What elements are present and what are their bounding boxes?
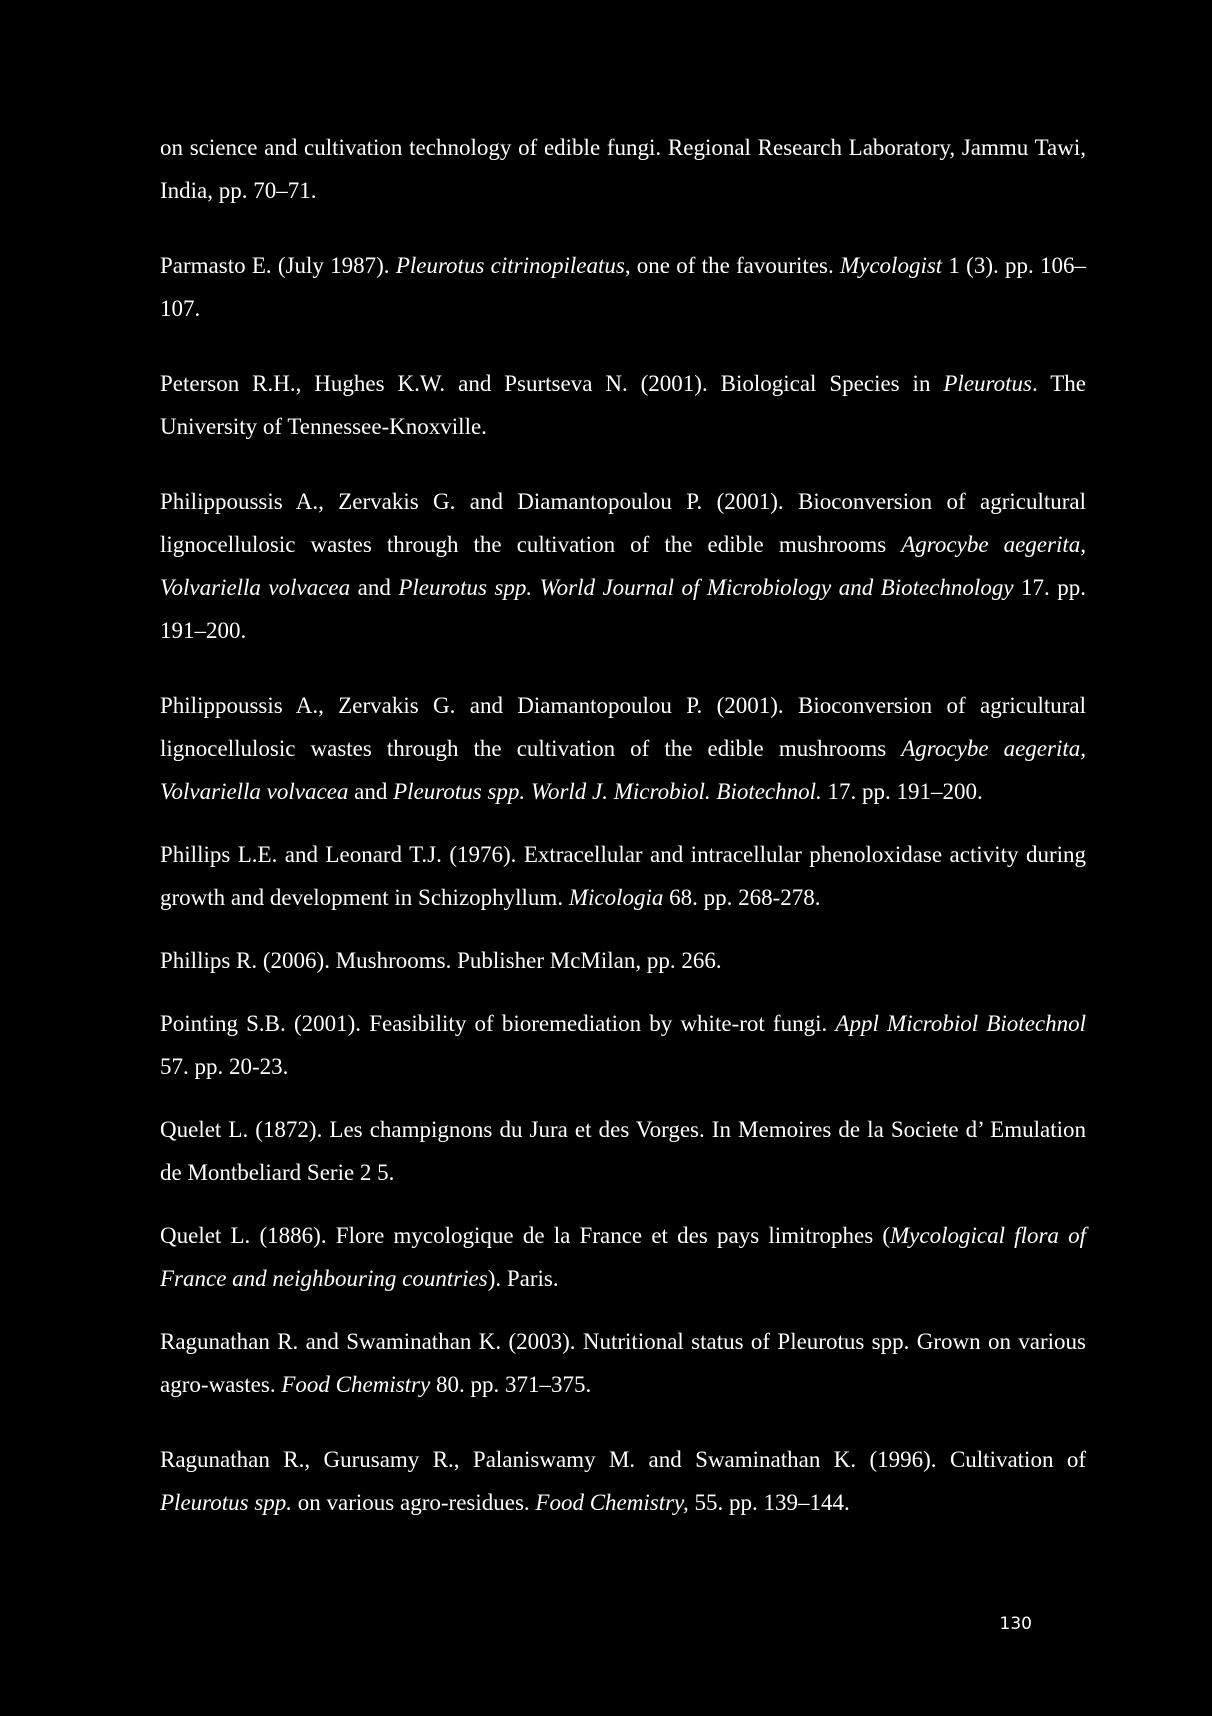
reference-entry [160, 833, 1086, 919]
reference-text: and [348, 779, 394, 804]
reference-entry [160, 480, 1086, 652]
page-number: 130 [999, 1614, 1032, 1634]
reference-italic-text: Pleurotus spp. [160, 1490, 293, 1515]
reference-text: Phillips L.E. and Leonard T.J. (1976). Extracellular and intracellular phenoloxidase activity during growth and development in Schizophyllum. [160, 842, 1086, 910]
reference-entry [160, 1214, 1086, 1300]
reference-text: 55. pp. 139–144. [688, 1490, 850, 1515]
reference-text: ). Paris. [487, 1266, 559, 1291]
reference-italic-text: Mycologist [839, 253, 943, 278]
reference-entry [160, 1002, 1086, 1088]
reference-italic-text: Pleurotus spp. World J. Microbiol. Biotechnol. [393, 779, 822, 804]
reference-text: 17. pp. 191–200. [821, 779, 983, 804]
reference-italic-text: Mycological flora of France and neighbouring countries [160, 1223, 1087, 1291]
reference-italic-text: Micologia [568, 885, 664, 910]
reference-text: Quelet L. (1872). Les champignons du Jura et des Vorges. In Memoires de la Societe d’ Emulation de Montbeliard Serie 2 5. [160, 1117, 1086, 1185]
reference-text: on science and cultivation technology of edible fungi. Regional Research Laboratory, Jammu Tawi, India, pp. 70–71. [160, 135, 1086, 203]
reference-italic-text: Pleurotus citrinopileatus [395, 253, 625, 278]
reference-text: 80. pp. 371–375. [430, 1372, 592, 1397]
reference-entry [160, 1320, 1086, 1406]
reference-text: Peterson R.H., Hughes K.W. and Psurtseva N. (2001). Biological Species in [160, 371, 944, 396]
reference-text: Pointing S.B. (2001). Feasibility of bioremediation by white-rot fungi. [160, 1011, 836, 1036]
reference-entry [160, 1108, 1086, 1194]
reference-italic-text: Food Chemistry [281, 1372, 431, 1397]
reference-entry [160, 939, 1086, 982]
reference-text: 17. pp. 191–200. [160, 575, 1086, 643]
reference-italic-text: Pleurotus spp. World Journal of Microbiology and Biotechnology [398, 575, 1014, 600]
reference-italic-text: Agrocybe aegerita, Volvariella volvacea [160, 532, 1086, 600]
reference-text: Philippoussis A., Zervakis G. and Diamantopoulou P. (2001). Bioconversion of agricultural lignocellulosic wastes through the cultivation of the edible mushrooms [160, 693, 1086, 761]
reference-text: 1 (3). pp. 106–107. [160, 253, 1086, 321]
reference-text: Ragunathan R. and Swaminathan K. (2003). Nutritional status of Pleurotus spp. Grown on various agro-wastes. [160, 1329, 1086, 1397]
reference-italic-text: Appl Microbiol Biotechnol [835, 1011, 1086, 1036]
reference-italic-text: Agrocybe aegerita, Volvariella volvacea [160, 736, 1086, 804]
reference-text: Phillips R. (2006). Mushrooms. Publisher McMilan, pp. 266. [160, 948, 722, 973]
reference-italic-text: Pleurotus [943, 371, 1032, 396]
reference-text: on various agro-residues. [292, 1490, 536, 1515]
reference-italic-text: Food Chemistry, [535, 1490, 689, 1515]
reference-text: Philippoussis A., Zervakis G. and Diamantopoulou P. (2001). Bioconversion of agricultural lignocellulosic wastes through the cultivation of the edible mushrooms [160, 489, 1086, 557]
reference-text: , one of the favourites. [624, 253, 840, 278]
reference-entry [160, 244, 1086, 330]
reference-text: Parmasto E. (July 1987). [160, 253, 396, 278]
reference-text: . The University of Tennessee-Knoxville. [160, 371, 1086, 439]
reference-entry [160, 684, 1086, 813]
reference-text: 68. pp. 268-278. [663, 885, 821, 910]
reference-entry [160, 1438, 1086, 1524]
reference-text: and [350, 575, 399, 600]
reference-entry [160, 126, 1086, 212]
reference-text: 57. pp. 20-23. [160, 1054, 289, 1079]
reference-list [160, 126, 1086, 1524]
reference-entry [160, 362, 1086, 448]
reference-text: Quelet L. (1886). Flore mycologique de la France et des pays limitrophes ( [160, 1223, 891, 1248]
reference-text: Ragunathan R., Gurusamy R., Palaniswamy M. and Swaminathan K. (1996). Cultivation of [160, 1447, 1086, 1472]
